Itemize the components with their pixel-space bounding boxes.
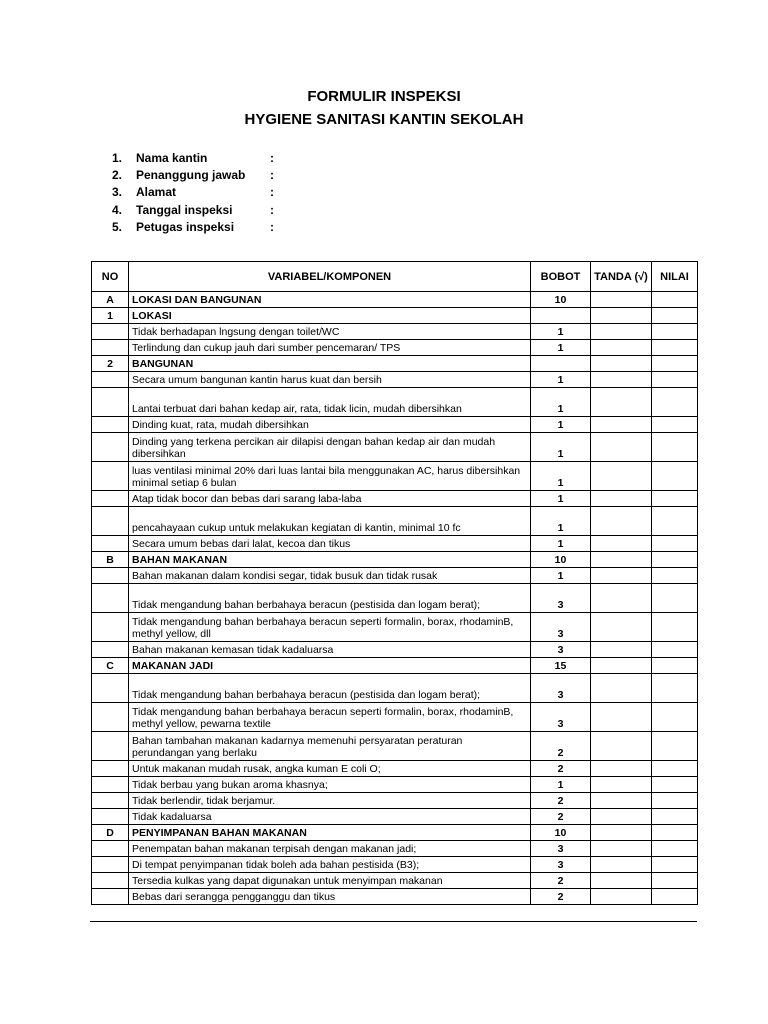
info-field-label: Tanggal inspeksi [136, 202, 233, 217]
row-bobot: 2 [531, 889, 591, 905]
header-bobot: BOBOT [531, 262, 591, 292]
row-bobot: 10 [531, 825, 591, 841]
info-field-number: 4. [112, 202, 123, 217]
section-row [92, 552, 698, 568]
section-row [92, 308, 698, 324]
row-number: 2 [92, 356, 129, 372]
table-row [92, 536, 698, 552]
row-number [92, 584, 129, 613]
row-number [92, 777, 129, 793]
table-row [92, 324, 698, 340]
row-bobot: 1 [531, 388, 591, 417]
row-tanda-cell[interactable] [591, 340, 652, 356]
row-bobot: 3 [531, 703, 591, 732]
row-nilai-cell[interactable] [652, 841, 698, 857]
form-title: FORMULIR INSPEKSI [307, 88, 461, 105]
row-tanda-cell[interactable] [591, 825, 652, 841]
row-bobot: 1 [531, 372, 591, 388]
form-subtitle: HYGIENE SANITASI KANTIN SEKOLAH [244, 111, 524, 128]
info-field-petugas-inspeksi [112, 218, 274, 235]
table-row [92, 417, 698, 433]
row-tanda-cell[interactable] [591, 491, 652, 507]
row-component: MAKANAN JADI [129, 658, 531, 674]
row-number [92, 324, 129, 340]
row-bobot: 10 [531, 552, 591, 568]
row-number [92, 568, 129, 584]
row-bobot: 1 [531, 568, 591, 584]
row-component: PENYIMPANAN BAHAN MAKANAN [129, 825, 531, 841]
row-component: Tidak mengandung bahan berbahaya beracun seperti formalin, borax, rhodaminB, methyl yellow, dll [129, 613, 531, 642]
row-bobot: 10 [531, 292, 591, 308]
row-component: luas ventilasi minimal 20% dari luas lantai bila menggunakan AC, harus dibersihkan minimal setiap 6 bulan [129, 462, 531, 491]
table-row [92, 761, 698, 777]
row-component: Dinding yang terkena percikan air dilapisi dengan bahan kedap air dan mudah dibersihkan [129, 433, 531, 462]
table-row [92, 491, 698, 507]
row-number [92, 703, 129, 732]
row-component: Tidak berhadapan lngsung dengan toilet/WC [129, 324, 531, 340]
row-component: Tidak berlendir, tidak berjamur. [129, 793, 531, 809]
row-tanda-cell[interactable] [591, 777, 652, 793]
row-component: pencahayaan cukup untuk melakukan kegiatan di kantin, minimal 10 fc [129, 507, 531, 536]
row-tanda-cell[interactable] [591, 732, 652, 761]
row-number [92, 841, 129, 857]
row-bobot: 1 [531, 491, 591, 507]
row-nilai-cell[interactable] [652, 292, 698, 308]
row-bobot: 2 [531, 732, 591, 761]
table-row [92, 732, 698, 761]
row-number [92, 433, 129, 462]
row-component: BANGUNAN [129, 356, 531, 372]
info-field-label: Alamat [136, 185, 177, 200]
row-bobot: 3 [531, 642, 591, 658]
row-tanda-cell[interactable] [591, 356, 652, 372]
row-bobot: 1 [531, 324, 591, 340]
row-nilai-cell[interactable] [652, 433, 698, 462]
row-component: LOKASI DAN BANGUNAN [129, 292, 531, 308]
header-nilai: NILAI [652, 262, 698, 292]
row-tanda-cell[interactable] [591, 613, 652, 642]
table-row [92, 857, 698, 873]
inspection-table [91, 261, 698, 905]
row-component: Untuk makanan mudah rusak, angka kuman E coli O; [129, 761, 531, 777]
table-row [92, 809, 698, 825]
row-number [92, 507, 129, 536]
table-row [92, 462, 698, 491]
row-component: Bahan makanan dalam kondisi segar, tidak busuk dan tidak rusak [129, 568, 531, 584]
row-bobot: 1 [531, 777, 591, 793]
row-component: Terlindung dan cukup jauh dari sumber pencemaran/ TPS [129, 340, 531, 356]
table-row [92, 584, 698, 613]
row-nilai-cell[interactable] [652, 568, 698, 584]
row-bobot: 1 [531, 417, 591, 433]
row-tanda-cell[interactable] [591, 388, 652, 417]
table-row [92, 674, 698, 703]
info-field-colon: : [270, 185, 274, 200]
row-tanda-cell[interactable] [591, 809, 652, 825]
row-bobot: 2 [531, 793, 591, 809]
row-bobot: 2 [531, 761, 591, 777]
header-tanda: TANDA (√) [591, 262, 652, 292]
info-field-tanggal-inspeksi [112, 201, 274, 218]
info-field-colon: : [270, 167, 274, 182]
row-number [92, 873, 129, 889]
row-nilai-cell[interactable] [652, 372, 698, 388]
row-nilai-cell[interactable] [652, 356, 698, 372]
row-nilai-cell[interactable] [652, 793, 698, 809]
section-row [92, 825, 698, 841]
row-number [92, 761, 129, 777]
table-row [92, 889, 698, 905]
table-row [92, 613, 698, 642]
row-component: Bahan makanan kemasan tidak kadaluarsa [129, 642, 531, 658]
row-tanda-cell[interactable] [591, 674, 652, 703]
row-number [92, 388, 129, 417]
table-body [92, 292, 698, 905]
info-field-colon: : [270, 219, 274, 234]
row-nilai-cell[interactable] [652, 552, 698, 568]
row-nilai-cell[interactable] [652, 507, 698, 536]
row-nilai-cell[interactable] [652, 462, 698, 491]
row-component: Secara umum bangunan kantin harus kuat dan bersih [129, 372, 531, 388]
row-nilai-cell[interactable] [652, 761, 698, 777]
section-row [92, 356, 698, 372]
row-bobot: 1 [531, 433, 591, 462]
row-component: Di tempat penyimpanan tidak boleh ada bahan pestisida (B3); [129, 857, 531, 873]
row-bobot: 3 [531, 841, 591, 857]
row-nilai-cell[interactable] [652, 703, 698, 732]
row-tanda-cell[interactable] [591, 568, 652, 584]
row-bobot: 3 [531, 613, 591, 642]
row-nilai-cell[interactable] [652, 536, 698, 552]
row-bobot: 3 [531, 584, 591, 613]
row-tanda-cell[interactable] [591, 433, 652, 462]
row-number [92, 889, 129, 905]
row-component: Tidak mengandung bahan berbahaya beracun (pestisida dan logam berat); [129, 584, 531, 613]
row-component: Atap tidak bocor dan bebas dari sarang laba-laba [129, 491, 531, 507]
row-number [92, 732, 129, 761]
row-tanda-cell[interactable] [591, 372, 652, 388]
row-number: D [92, 825, 129, 841]
header-no: NO [92, 262, 129, 292]
info-field-alamat [112, 184, 274, 201]
row-nilai-cell[interactable] [652, 340, 698, 356]
row-tanda-cell[interactable] [591, 642, 652, 658]
row-component: Tidak berbau yang bukan aroma khasnya; [129, 777, 531, 793]
row-number [92, 613, 129, 642]
row-component: Tidak mengandung bahan berbahaya beracun seperti formalin, borax, rhodaminB, methyl yellow, pewarna textile [129, 703, 531, 732]
row-nilai-cell[interactable] [652, 889, 698, 905]
row-nilai-cell[interactable] [652, 658, 698, 674]
row-number: A [92, 292, 129, 308]
row-component: Tersedia kulkas yang dapat digunakan untuk menyimpan makanan [129, 873, 531, 889]
table-row [92, 873, 698, 889]
row-nilai-cell[interactable] [652, 324, 698, 340]
row-nilai-cell[interactable] [652, 491, 698, 507]
row-number: B [92, 552, 129, 568]
info-field-label: Petugas inspeksi [136, 219, 235, 234]
table-header-row [92, 262, 698, 292]
row-bobot: 3 [531, 857, 591, 873]
header-variabel: VARIABEL/KOMPONEN [129, 262, 531, 292]
row-tanda-cell[interactable] [591, 417, 652, 433]
row-nilai-cell[interactable] [652, 642, 698, 658]
row-number [92, 809, 129, 825]
row-tanda-cell[interactable] [591, 507, 652, 536]
row-component: Bebas dari serangga pengganggu dan tikus [129, 889, 531, 905]
row-component: Lantai terbuat dari bahan kedap air, rata, tidak licin, mudah dibersihkan [129, 388, 531, 417]
row-number [92, 417, 129, 433]
info-field-number: 2. [112, 167, 123, 182]
row-tanda-cell[interactable] [591, 889, 652, 905]
row-component: Penempatan bahan makanan terpisah dengan makanan jadi; [129, 841, 531, 857]
row-nilai-cell[interactable] [652, 777, 698, 793]
row-number [92, 674, 129, 703]
row-tanda-cell[interactable] [591, 761, 652, 777]
row-tanda-cell[interactable] [591, 857, 652, 873]
row-bobot: 1 [531, 340, 591, 356]
table-row [92, 703, 698, 732]
row-component: Tidak mengandung bahan berbahaya beracun (pestisida dan logam berat); [129, 674, 531, 703]
row-number [92, 491, 129, 507]
row-bobot: 1 [531, 462, 591, 491]
table-row [92, 793, 698, 809]
table-row [92, 777, 698, 793]
row-bobot: 1 [531, 507, 591, 536]
row-nilai-cell[interactable] [652, 825, 698, 841]
table-row [92, 642, 698, 658]
row-bobot [531, 356, 591, 372]
row-nilai-cell[interactable] [652, 873, 698, 889]
info-field-penanggung-jawab [112, 166, 274, 183]
row-number [92, 462, 129, 491]
row-bobot: 1 [531, 536, 591, 552]
info-field-number: 1. [112, 150, 123, 165]
row-bobot [531, 308, 591, 324]
row-tanda-cell[interactable] [591, 536, 652, 552]
row-tanda-cell[interactable] [591, 658, 652, 674]
row-component: Bahan tambahan makanan kadarnya memenuhi persyaratan peraturan perundangan yang berlaku [129, 732, 531, 761]
info-field-label: Penanggung jawab [136, 167, 246, 182]
table-row [92, 507, 698, 536]
section-row [92, 292, 698, 308]
row-bobot: 15 [531, 658, 591, 674]
table-row [92, 340, 698, 356]
table-row [92, 433, 698, 462]
row-tanda-cell[interactable] [591, 873, 652, 889]
row-tanda-cell[interactable] [591, 308, 652, 324]
row-tanda-cell[interactable] [591, 324, 652, 340]
row-tanda-cell[interactable] [591, 584, 652, 613]
info-field-colon: : [270, 150, 274, 165]
row-number [92, 372, 129, 388]
section-row [92, 658, 698, 674]
info-field-number: 5. [112, 219, 123, 234]
row-nilai-cell[interactable] [652, 674, 698, 703]
table-row [92, 841, 698, 857]
row-tanda-cell[interactable] [591, 841, 652, 857]
row-bobot: 2 [531, 873, 591, 889]
footer-divider [90, 921, 697, 922]
row-nilai-cell[interactable] [652, 613, 698, 642]
row-tanda-cell[interactable] [591, 462, 652, 491]
row-number [92, 857, 129, 873]
row-nilai-cell[interactable] [652, 857, 698, 873]
info-fields [112, 149, 274, 235]
row-nilai-cell[interactable] [652, 584, 698, 613]
info-field-colon: : [270, 202, 274, 217]
info-field-number: 3. [112, 185, 123, 200]
row-nilai-cell[interactable] [652, 732, 698, 761]
row-tanda-cell[interactable] [591, 793, 652, 809]
table-row [92, 568, 698, 584]
row-nilai-cell[interactable] [652, 308, 698, 324]
row-bobot: 2 [531, 809, 591, 825]
row-nilai-cell[interactable] [652, 417, 698, 433]
table-row [92, 388, 698, 417]
row-component: Dinding kuat, rata, mudah dibersihkan [129, 417, 531, 433]
row-tanda-cell[interactable] [591, 292, 652, 308]
row-number [92, 793, 129, 809]
info-field-label: Nama kantin [136, 150, 208, 165]
row-number [92, 642, 129, 658]
row-number: 1 [92, 308, 129, 324]
row-component: Tidak kadaluarsa [129, 809, 531, 825]
row-component: LOKASI [129, 308, 531, 324]
row-tanda-cell[interactable] [591, 703, 652, 732]
row-nilai-cell[interactable] [652, 388, 698, 417]
row-number [92, 536, 129, 552]
row-tanda-cell[interactable] [591, 552, 652, 568]
info-field-nama-kantin [112, 149, 274, 166]
row-component: Secara umum bebas dari lalat, kecoa dan tikus [129, 536, 531, 552]
table-row [92, 372, 698, 388]
row-number: C [92, 658, 129, 674]
row-bobot: 3 [531, 674, 591, 703]
row-component: BAHAN MAKANAN [129, 552, 531, 568]
row-nilai-cell[interactable] [652, 809, 698, 825]
row-number [92, 340, 129, 356]
